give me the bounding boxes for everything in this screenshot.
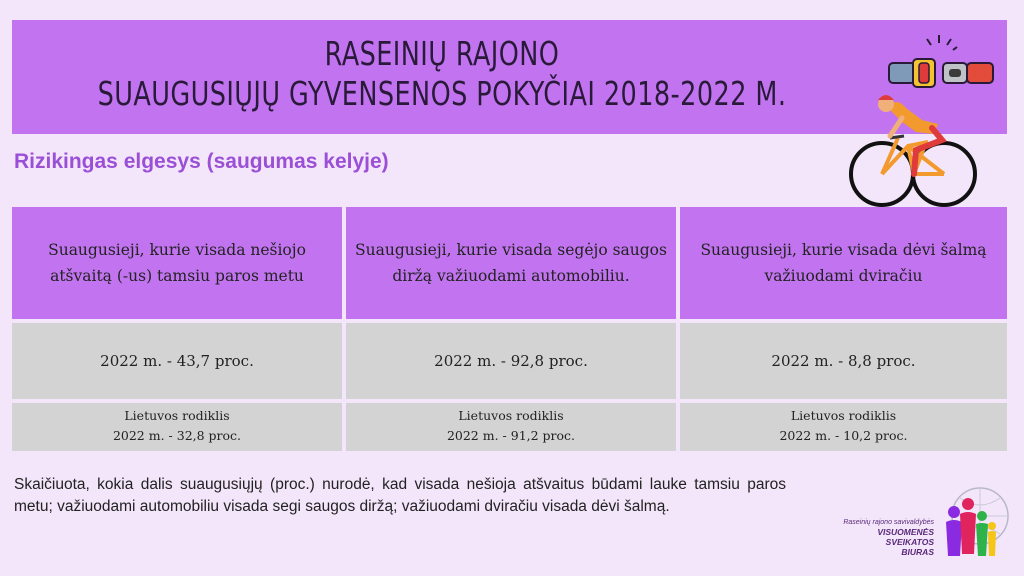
logo-line4: BIURAS [901,547,934,557]
public-health-bureau-logo [934,482,1010,562]
reference-value: 2022 m. - 10,2 proc. [779,428,908,443]
column-value: 2022 m. - 8,8 proc. [680,323,1007,399]
reference-value: 2022 m. - 32,8 proc. [112,428,242,443]
column-value: 2022 m. - 43,7 proc. [12,323,342,399]
seatbelt-icon [887,33,997,91]
reference-value: 2022 m. - 91,2 proc. [446,428,576,443]
logo-line2: VISUOMENĖS [877,527,934,537]
methodology-note: Skaičiuota, kokia dalis suaugusiųjų (proc.) nurodė, kad visada nešioja atšvaitus būdami lauke tamsiu paros metu; važiuodami automobiliu visada segi saugos diržą; važiuodami dviračiu visada dėvi šalmą. [14,476,786,515]
logo-line3: SVEIKATOS [885,537,934,547]
column-heading: Suaugusieji, kurie visada dėvi šalmą važiuodami dviračiu [680,207,1007,319]
section-subtitle: Rizikingas elgesys (saugumas kelyje) [14,150,389,173]
reference-label: Lietuvos rodiklis [124,408,230,423]
organization-name [832,518,934,557]
column-heading: Suaugusieji, kurie visada nešiojo atšvaitą (-us) tamsiu paros metu [12,207,342,319]
column-reference [680,403,1007,451]
reference-label: Lietuvos rodiklis [790,408,897,423]
column-heading: Suaugusieji, kurie visada segėjo saugos diržą važiuodami automobiliu. [346,207,676,319]
reference-label: Lietuvos rodiklis [458,408,564,423]
column-value: 2022 m. - 92,8 proc. [346,323,676,399]
column-reference [12,403,342,451]
page-title-line1: RASEINIŲ RAJONO [324,34,560,73]
logo-line1: Raseinių rajono savivaldybės [843,519,934,526]
page-title-line2: SUAUGUSIŲJŲ GYVENSENOS POKYČIAI 2018-2022 M. [97,74,787,113]
column-reference [346,403,676,451]
cyclist-illustration [846,94,980,210]
